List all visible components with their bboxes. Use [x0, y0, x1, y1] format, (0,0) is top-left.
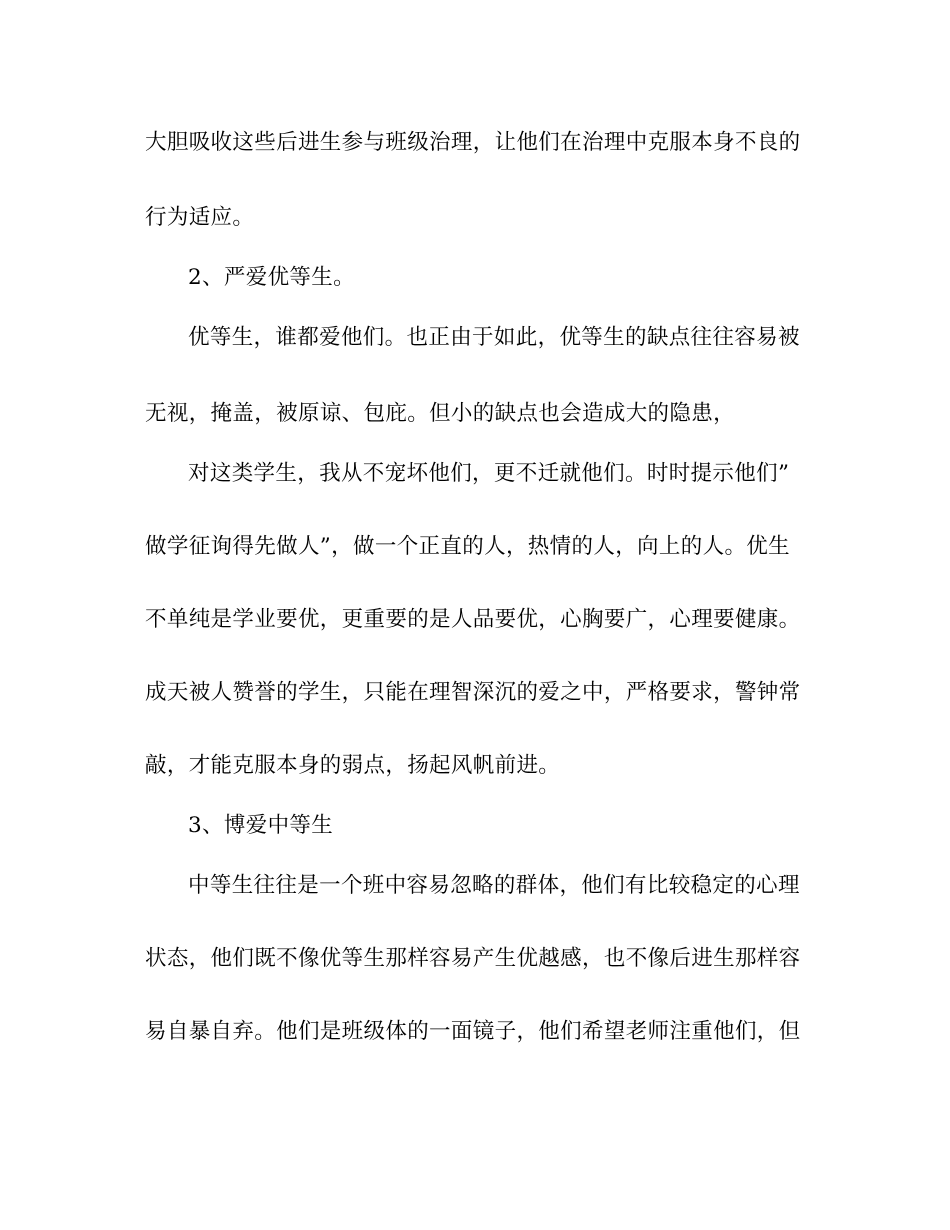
text-line-5: 无视，掩盖，被原谅、包庇。但小的缺点也会造成大的隐患， — [145, 401, 735, 426]
text-line-2: 行为适应。 — [145, 205, 255, 230]
text-line-8: 不单纯是学业要优，更重要的是人品要优，心胸要广，心理要健康。 — [145, 607, 801, 632]
text-line-4: 优等生，谁都爱他们。也正由于如此，优等生的缺点往往容易被 — [188, 325, 800, 350]
text-line-7: 做学征询得先做人”，做一个正直的人，热情的人，向上的人。优生 — [145, 534, 790, 559]
section-heading-3: 3、博爱中等生 — [188, 813, 334, 838]
text-line-12: 中等生往往是一个班中容易忽略的群体，他们有比较稳定的心理 — [188, 873, 800, 898]
text-line-1: 大胆吸收这些后进生参与班级治理，让他们在治理中克服本身不良的 — [145, 130, 801, 155]
text-line-9: 成天被人赞誉的学生，只能在理智深沉的爱之中，严格要求，警钟常 — [145, 680, 801, 705]
text-line-10: 敲，才能克服本身的弱点，扬起风帆前进。 — [145, 753, 561, 778]
text-line-13: 状态，他们既不像优等生那样容易产生优越感，也不像后进生那样容 — [145, 946, 801, 971]
text-line-6: 对这类学生，我从不宠坏他们，更不迁就他们。时时提示他们” — [188, 461, 790, 486]
text-line-14: 易自暴自弃。他们是班级体的一面镜子，他们希望老师注重他们，但 — [145, 1019, 801, 1044]
section-heading-2: 2、严爱优等生。 — [188, 265, 355, 290]
